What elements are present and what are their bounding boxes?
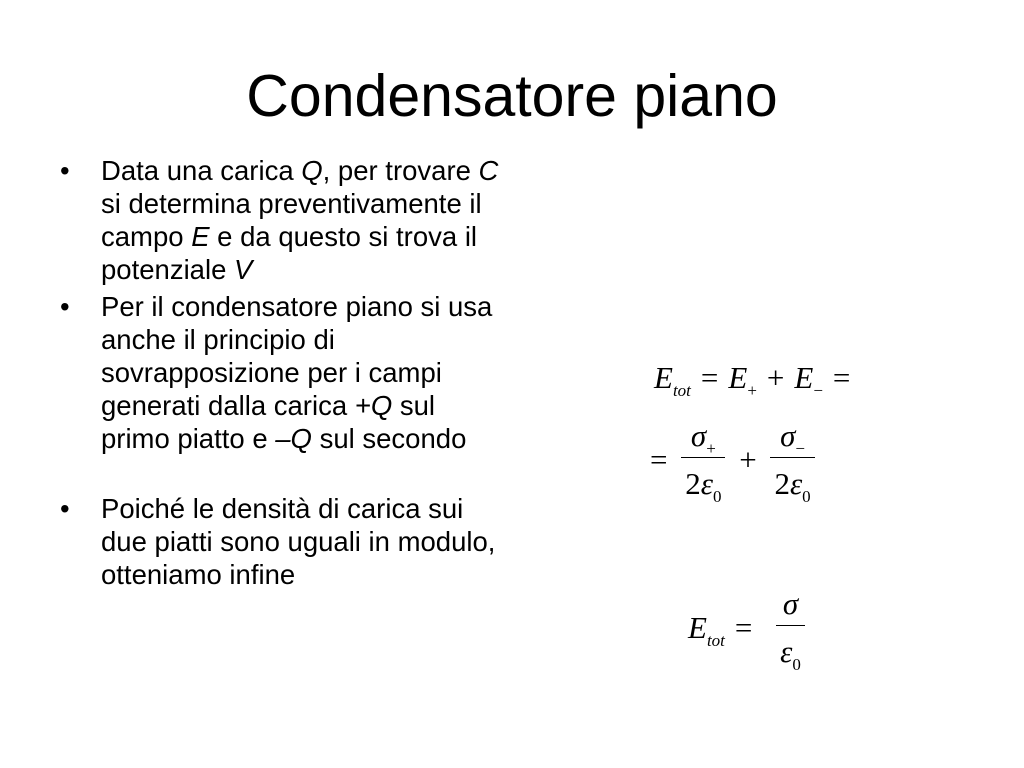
epsilon-symbol: ε bbox=[789, 466, 803, 501]
bullet-text bbox=[101, 493, 495, 590]
fraction-result bbox=[776, 586, 805, 674]
text-run: si determina preventivamente il campo bbox=[101, 188, 482, 252]
subscript-plus: + bbox=[706, 439, 716, 458]
equation-superposition bbox=[654, 360, 860, 400]
italic-symbol: C bbox=[478, 155, 499, 186]
subscript-zero: 0 bbox=[802, 487, 811, 506]
sigma-symbol: σ bbox=[782, 586, 799, 621]
subscript-tot: tot bbox=[672, 381, 691, 400]
equals-sign: = bbox=[700, 360, 719, 395]
fraction-minus bbox=[770, 418, 814, 506]
italic-symbol: V bbox=[234, 254, 253, 285]
subscript-minus: − bbox=[813, 381, 823, 400]
italic-symbol: Q bbox=[301, 155, 323, 186]
italic-symbol: +Q bbox=[354, 390, 393, 421]
equals-sign: = bbox=[650, 442, 668, 477]
text-run: Per il condensatore piano si usa anche il principio di sovrapposizione per i campi generati dalla carica bbox=[101, 291, 493, 421]
text-run: Data una carica bbox=[101, 155, 302, 186]
text-run: e da questo si trova il potenziale bbox=[101, 221, 478, 285]
italic-symbol: –Q bbox=[275, 423, 312, 454]
bullet-item bbox=[60, 290, 500, 455]
text-run: , per trovare bbox=[322, 155, 479, 186]
epsilon-symbol: ε bbox=[700, 466, 713, 501]
text-run: Poiché le densità di carica sui due piatti sono uguali in modulo, otteniamo infine bbox=[101, 493, 496, 590]
subscript-tot: tot bbox=[706, 631, 725, 650]
factor-two: 2 bbox=[685, 466, 701, 501]
bullet-marker: • bbox=[60, 493, 70, 524]
equals-sign: = bbox=[832, 360, 851, 395]
plus-sign: + bbox=[739, 442, 757, 477]
equals-sign: = bbox=[734, 610, 753, 645]
sigma-symbol: σ bbox=[690, 418, 707, 453]
bullet-text bbox=[101, 155, 498, 285]
text-run: sul primo piatto e bbox=[101, 390, 436, 454]
text-run: sul secondo bbox=[311, 423, 467, 454]
field-symbol: E bbox=[728, 360, 748, 395]
bullet-item bbox=[60, 492, 500, 591]
fraction-plus bbox=[681, 418, 725, 506]
subscript-plus: + bbox=[747, 381, 757, 400]
subscript-zero: 0 bbox=[712, 487, 722, 506]
equation-result bbox=[688, 586, 811, 674]
equation-field-sum bbox=[650, 418, 821, 506]
epsilon-symbol: ε bbox=[780, 634, 793, 669]
field-symbol: E bbox=[654, 360, 673, 395]
bullet-list bbox=[60, 154, 500, 591]
bullet-text bbox=[101, 291, 492, 454]
slide-title: Condensatore piano bbox=[246, 63, 778, 129]
field-symbol: E bbox=[794, 360, 814, 395]
subscript-zero: 0 bbox=[792, 655, 801, 674]
bullet-marker: • bbox=[60, 291, 70, 322]
field-symbol: E bbox=[688, 610, 707, 645]
bullet-item bbox=[60, 154, 500, 286]
bullet-marker: • bbox=[60, 155, 70, 186]
factor-two: 2 bbox=[774, 466, 790, 501]
plus-sign: + bbox=[766, 360, 785, 395]
subscript-minus: − bbox=[795, 439, 805, 458]
italic-symbol: E bbox=[191, 221, 210, 252]
sigma-symbol: σ bbox=[780, 418, 796, 453]
